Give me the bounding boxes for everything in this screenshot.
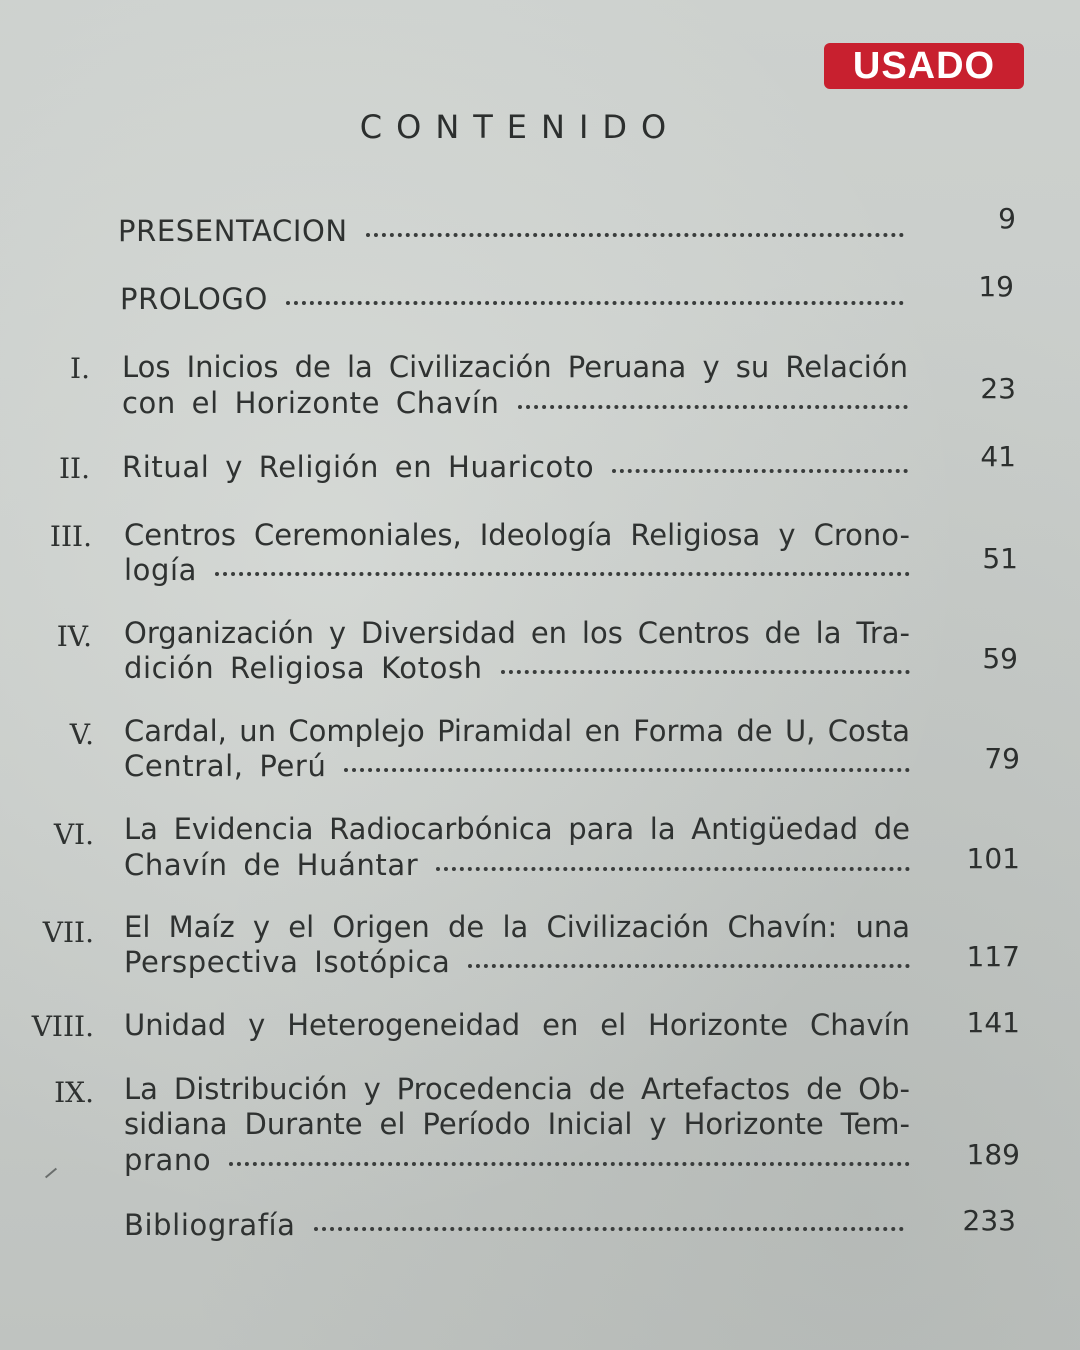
- chapter-number: VIII.: [31, 1010, 94, 1043]
- leader-dots: [366, 227, 904, 237]
- contents-title: CONTENIDO: [359, 108, 681, 146]
- toc-page-number: 141: [966, 1006, 1020, 1039]
- leader-dots: [501, 664, 910, 674]
- toc-line: [122, 450, 908, 486]
- toc-line-text: sidiana Durante el Período Inicial y Horizonte Tem-: [124, 1107, 910, 1141]
- chapter-number: V.: [69, 718, 94, 751]
- toc-line-text: con el Horizonte Chavín: [122, 386, 500, 420]
- toc-line: [120, 282, 904, 318]
- toc-line: [124, 651, 910, 687]
- toc-line-text: El Maíz y el Origen de la Civilización Chavín: una: [124, 910, 910, 944]
- toc-line: [124, 1107, 910, 1143]
- paper-mark: [45, 1168, 57, 1179]
- toc-line: [124, 1208, 904, 1244]
- used-badge: USADO: [824, 43, 1024, 89]
- toc-line-text: Chavín de Huántar: [124, 848, 419, 882]
- toc-line: [122, 386, 908, 422]
- toc-line-text: Los Inicios de la Civilización Peruana y su Relación: [122, 350, 908, 384]
- chapter-number: IV.: [56, 620, 92, 653]
- toc-line-text: La Evidencia Radiocarbónica para la Antigüedad de: [124, 812, 910, 846]
- toc-page-number: 23: [980, 372, 1016, 405]
- toc-line: [124, 616, 910, 652]
- toc-line-text: La Distribución y Procedencia de Artefactos de Ob-: [124, 1072, 910, 1106]
- toc-page-number: 51: [982, 542, 1018, 575]
- toc-page-number: 189: [966, 1138, 1020, 1171]
- toc-line-text: Central, Perú: [124, 749, 327, 783]
- toc-line: [124, 812, 910, 848]
- toc-line: [124, 749, 910, 785]
- chapter-number: II.: [58, 452, 90, 485]
- chapter-number: III.: [49, 520, 92, 553]
- toc-line: [124, 945, 910, 981]
- toc-line: [124, 518, 910, 554]
- toc-line: [124, 1143, 910, 1179]
- toc-line-text: Centros Ceremoniales, Ideología Religiosa y Crono-: [124, 518, 910, 552]
- toc-line-text: Bibliografía: [124, 1208, 296, 1242]
- toc-line: [124, 714, 910, 750]
- toc-line-text: logía: [124, 553, 198, 587]
- toc-line: [124, 1008, 910, 1044]
- chapter-number: VII.: [42, 916, 94, 949]
- toc-line-text: prano: [124, 1143, 212, 1177]
- leader-dots: [612, 463, 908, 473]
- toc-line-text: Ritual y Religión en Huaricoto: [122, 450, 595, 484]
- toc-line: [124, 848, 910, 884]
- leader-dots: [314, 1221, 904, 1231]
- toc-page-number: 41: [980, 440, 1016, 473]
- toc-line: [122, 350, 908, 386]
- toc-line-text: dición Religiosa Kotosh: [124, 651, 483, 685]
- leader-dots: [286, 295, 904, 305]
- toc-page-number: 59: [982, 642, 1018, 675]
- leader-dots: [215, 566, 910, 576]
- toc-page-number: 233: [962, 1204, 1016, 1237]
- toc-line-text: Perspectiva Isotópica: [124, 945, 451, 979]
- toc-page-number: 101: [966, 842, 1020, 875]
- toc-page-number: 79: [984, 742, 1020, 775]
- toc-line-text: PROLOGO: [120, 282, 268, 316]
- toc-page-number: 9: [998, 202, 1016, 235]
- toc-line-text: Cardal, un Complejo Piramidal en Forma de U, Costa: [124, 714, 910, 748]
- toc-page-number: 117: [966, 940, 1020, 973]
- toc-line-text: Organización y Diversidad en los Centros de la Tra-: [124, 616, 910, 650]
- toc-page-number: 19: [978, 270, 1014, 303]
- chapter-number: VI.: [53, 818, 94, 851]
- toc-line: [124, 1072, 910, 1108]
- leader-dots: [229, 1156, 910, 1166]
- leader-dots: [468, 958, 910, 968]
- toc-line: [118, 214, 904, 250]
- toc-line-text: PRESENTACION: [118, 214, 348, 248]
- toc-line: [124, 910, 910, 946]
- toc-line-text: Unidad y Heterogeneidad en el Horizonte Chavín: [124, 1008, 910, 1042]
- leader-dots: [436, 861, 910, 871]
- chapter-number: IX.: [54, 1076, 94, 1109]
- chapter-number: I.: [70, 352, 90, 385]
- toc-line: [124, 553, 910, 589]
- leader-dots: [344, 762, 910, 772]
- leader-dots: [518, 399, 908, 409]
